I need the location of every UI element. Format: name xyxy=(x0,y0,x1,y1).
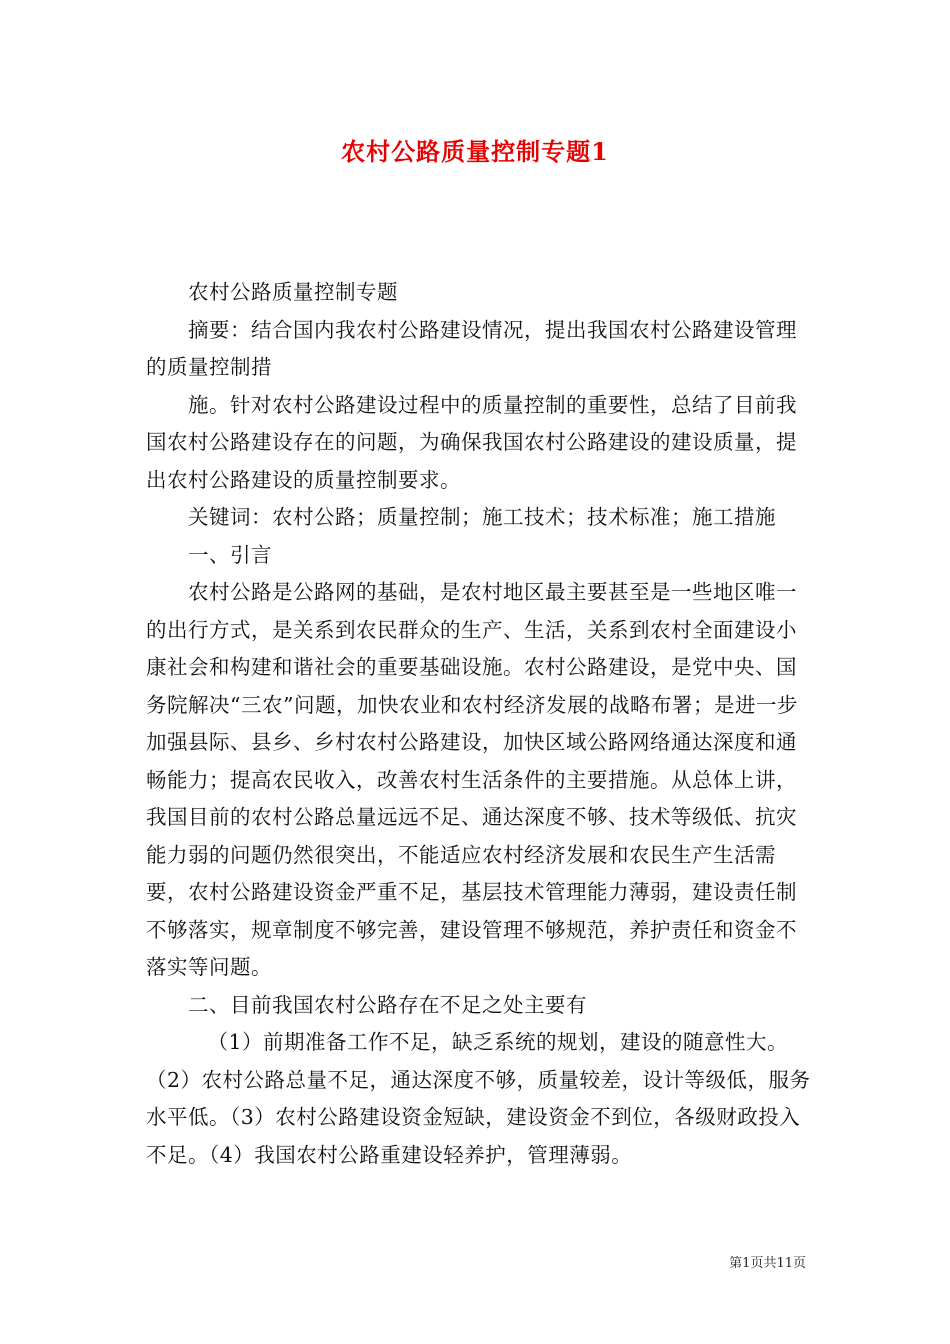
section-heading-intro: 一、引言 xyxy=(188,542,273,567)
document-body xyxy=(146,274,814,1174)
page-number: 第1页共11页 xyxy=(729,1256,806,1271)
paragraph-problems: （1）前期准备工作不足，缺乏系统的规划，建设的随意性大。（2）农村公路总量不足，通达深度不够，质量较差，设计等级低，服务水平低。（3）农村公路建设资金短缺，建设资金不到位，各级财政投入不足。（4）我国农村公路重建设轻养护，管理薄弱。 xyxy=(146,1030,811,1167)
paragraph-abstract: 摘要：结合国内我农村公路建设情况，提出我国农村公路建设管理的质量控制措 xyxy=(146,317,798,379)
section-heading-problems: 二、目前我国农村公路存在不足之处主要有 xyxy=(188,992,588,1017)
document-title: 农村公路质量控制专题1 xyxy=(341,137,609,166)
paragraph-intro: 农村公路是公路网的基础，是农村地区最主要甚至是一些地区唯一的出行方式，是关系到农民群众的生产、生活，关系到农村全面建设小康社会和构建和谐社会的重要基础设施。农村公路建设，是党中央、国务院解决“三农”问题，加快农业和农村经济发展的战略布署；是进一步加强县际、县乡、乡村农村公路建设，加快区域公路网络通达深度和通畅能力；提高农民收入，改善农村生活条件的主要措施。从总体上讲，我国目前的农村公路总量远远不足、通达深度不够、技术等级低、抗灾能力弱的问题仍然很突出，不能适应农村经济发展和农民生产生活需要，农村公路建设资金严重不足，基层技术管理能力薄弱，建设责任制不够落实，规章制度不够完善，建设管理不够规范，养护责任和资金不落实等问题。 xyxy=(146,580,798,979)
paragraph-keywords: 关键词：农村公路；质量控制；施工技术；技术标准；施工措施 xyxy=(188,505,777,529)
paragraph-abstract-cont: 施。针对农村公路建设过程中的质量控制的重要性，总结了目前我国农村公路建设存在的问题，为确保我国农村公路建设的建设质量，提出农村公路建设的质量控制要求。 xyxy=(146,392,798,492)
paragraph-heading: 农村公路质量控制专题 xyxy=(188,280,399,304)
